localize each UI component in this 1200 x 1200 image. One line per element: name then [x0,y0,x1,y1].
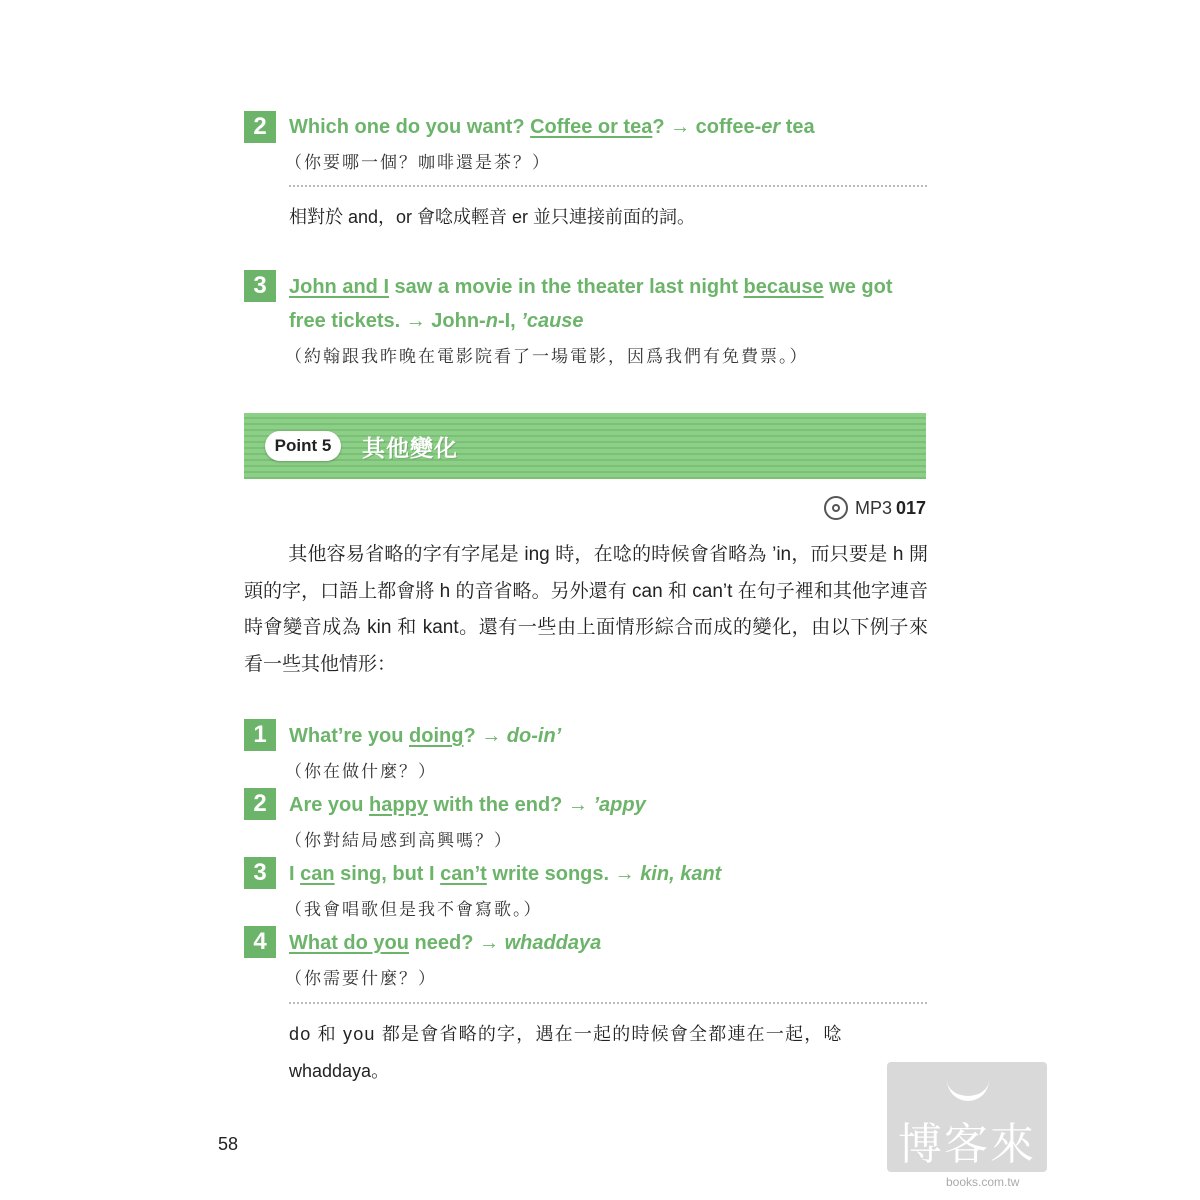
translation: （你要哪一個？咖啡還是茶？） [285,153,551,173]
translation: （你需要什麼？） [285,969,437,989]
watermark-logo [887,1062,1047,1172]
example-sentence: Are you happy with the end? → ’appy [289,794,646,816]
example-number-badge: 4 [244,926,276,958]
example-sentence: What do you need? → whaddaya [289,932,602,954]
dotted-divider [289,1002,927,1004]
example-number-badge: 3 [244,270,276,302]
watermark-text: 博客來 [898,1119,1036,1170]
explanation-note-continued: whaddaya。 [289,1061,390,1081]
smile-icon [947,1070,989,1101]
explanation-note: do 和 you 都是會省略的字，遇在一起的時候會全都連在一起，唸 [289,1024,843,1044]
section-title: 其他變化 [362,435,458,461]
example-number-badge: 2 [244,111,276,143]
cd-icon [824,496,848,520]
example-sentence: What’re you doing? → do-in’ [289,725,562,747]
body-paragraph: 其他容易省略的字有字尾是 ing 時，在唸的時候會省略為 ’in，而只要是 h 開頭的字，口語上都會將 h 的音省略。另外還有 can 和 can’t 在句子裡和其他字連音時會變音成為 kin 和 kant。還有一些由上面情形綜合而成的變化，由以下例子來看一些其他情形： [244,544,928,675]
example-sentence: Which one do you want? Coffee or tea? → coffee-er tea [289,116,815,138]
explanation-note: 相對於 and，or 會唸成輕音 er 並只連接前面的詞。 [289,207,696,227]
point-label: Point 5 [265,431,341,461]
example-number-badge: 3 [244,857,276,889]
example-sentence: I can sing, but I can’t write songs. → kin, kant [289,863,722,885]
page-number: 58 [218,1134,239,1154]
example-number-badge: 1 [244,719,276,751]
translation: （你對結局感到高興嗎？） [285,831,513,851]
example-sentence-continued: free tickets. → John-n-I, ’cause [289,310,584,332]
mp3-number: 017 [896,497,927,518]
section-header-bar [244,413,926,479]
translation: （我會唱歌但是我不會寫歌。） [285,900,543,920]
mp3-label: MP3 [855,497,893,518]
example-number-badge: 2 [244,788,276,820]
translation: （你在做什麼？） [285,762,437,782]
mp3-track [824,494,926,522]
dotted-divider [289,185,927,187]
example-sentence: John and I saw a movie in the theater last night because we got [289,276,893,298]
watermark-url: books.com.tw [946,1175,1020,1189]
translation: （約翰跟我昨晚在電影院看了一場電影，因爲我們有免費票。） [285,347,809,367]
